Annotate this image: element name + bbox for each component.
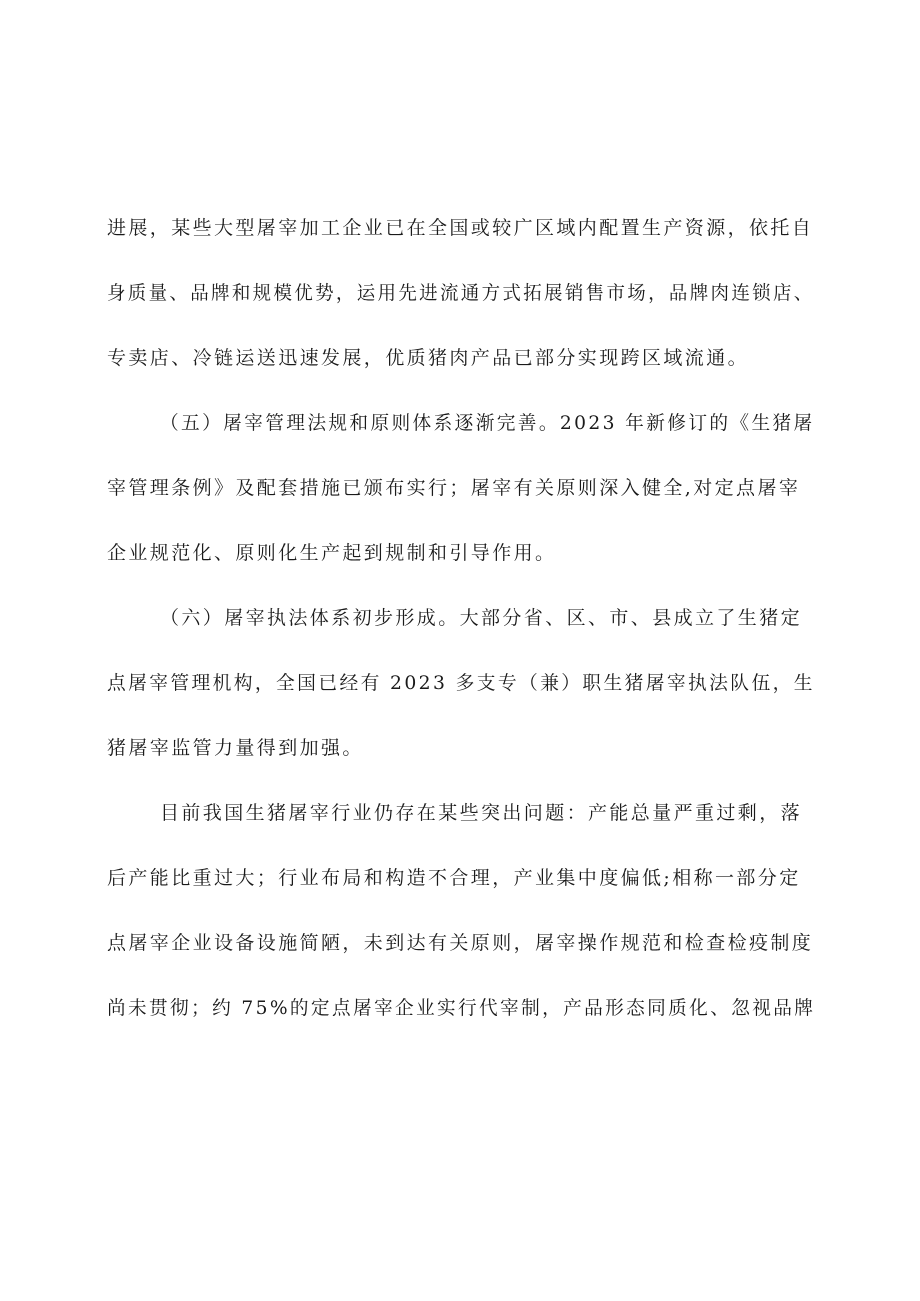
text-line: 尚未贯彻；约 75%的定点屠宰企业实行代宰制，产品形态同质化、忽视品牌: [107, 997, 816, 1019]
text-line: 目前我国生猪屠宰行业仍存在某些突出问题：产能总量严重过剩，落: [160, 802, 803, 824]
text-line: 点屠宰企业设备设施简陋，未到达有关原则，屠宰操作规范和检查检疫制度: [107, 932, 814, 954]
text-line: （五）屠宰管理法规和原则体系逐渐完善。2023 年新修订的《生猪屠: [160, 412, 815, 434]
text-line: 宰管理条例》及配套措施已颁布实行；屠宰有关原则深入健全,对定点屠宰: [107, 477, 801, 499]
text-line: 后产能比重过大；行业布局和构造不合理，产业集中度偏低;相称一部分定: [107, 867, 801, 889]
text-line: 身质量、品牌和规模优势，运用先进流通方式拓展销售市场，品牌肉连锁店、: [107, 282, 815, 304]
text-line: 猪屠宰监管力量得到加强。: [107, 737, 364, 759]
text-line: 进展，某些大型屠宰加工企业已在全国或较广区域内配置生产资源，依托自: [107, 217, 814, 239]
text-line: 企业规范化、原则化生产起到规制和引导作用。: [107, 542, 557, 564]
text-line: （六）屠宰执法体系初步形成。大部分省、区、市、县成立了生猪定: [160, 607, 803, 629]
text-line: 点屠宰管理机构，全国已经有 2023 多支专（兼）职生猪屠宰执法队伍，生: [107, 672, 815, 694]
text-line: 专卖店、冷链运送迅速发展，优质猪肉产品已部分实现跨区域流通。: [107, 347, 750, 369]
